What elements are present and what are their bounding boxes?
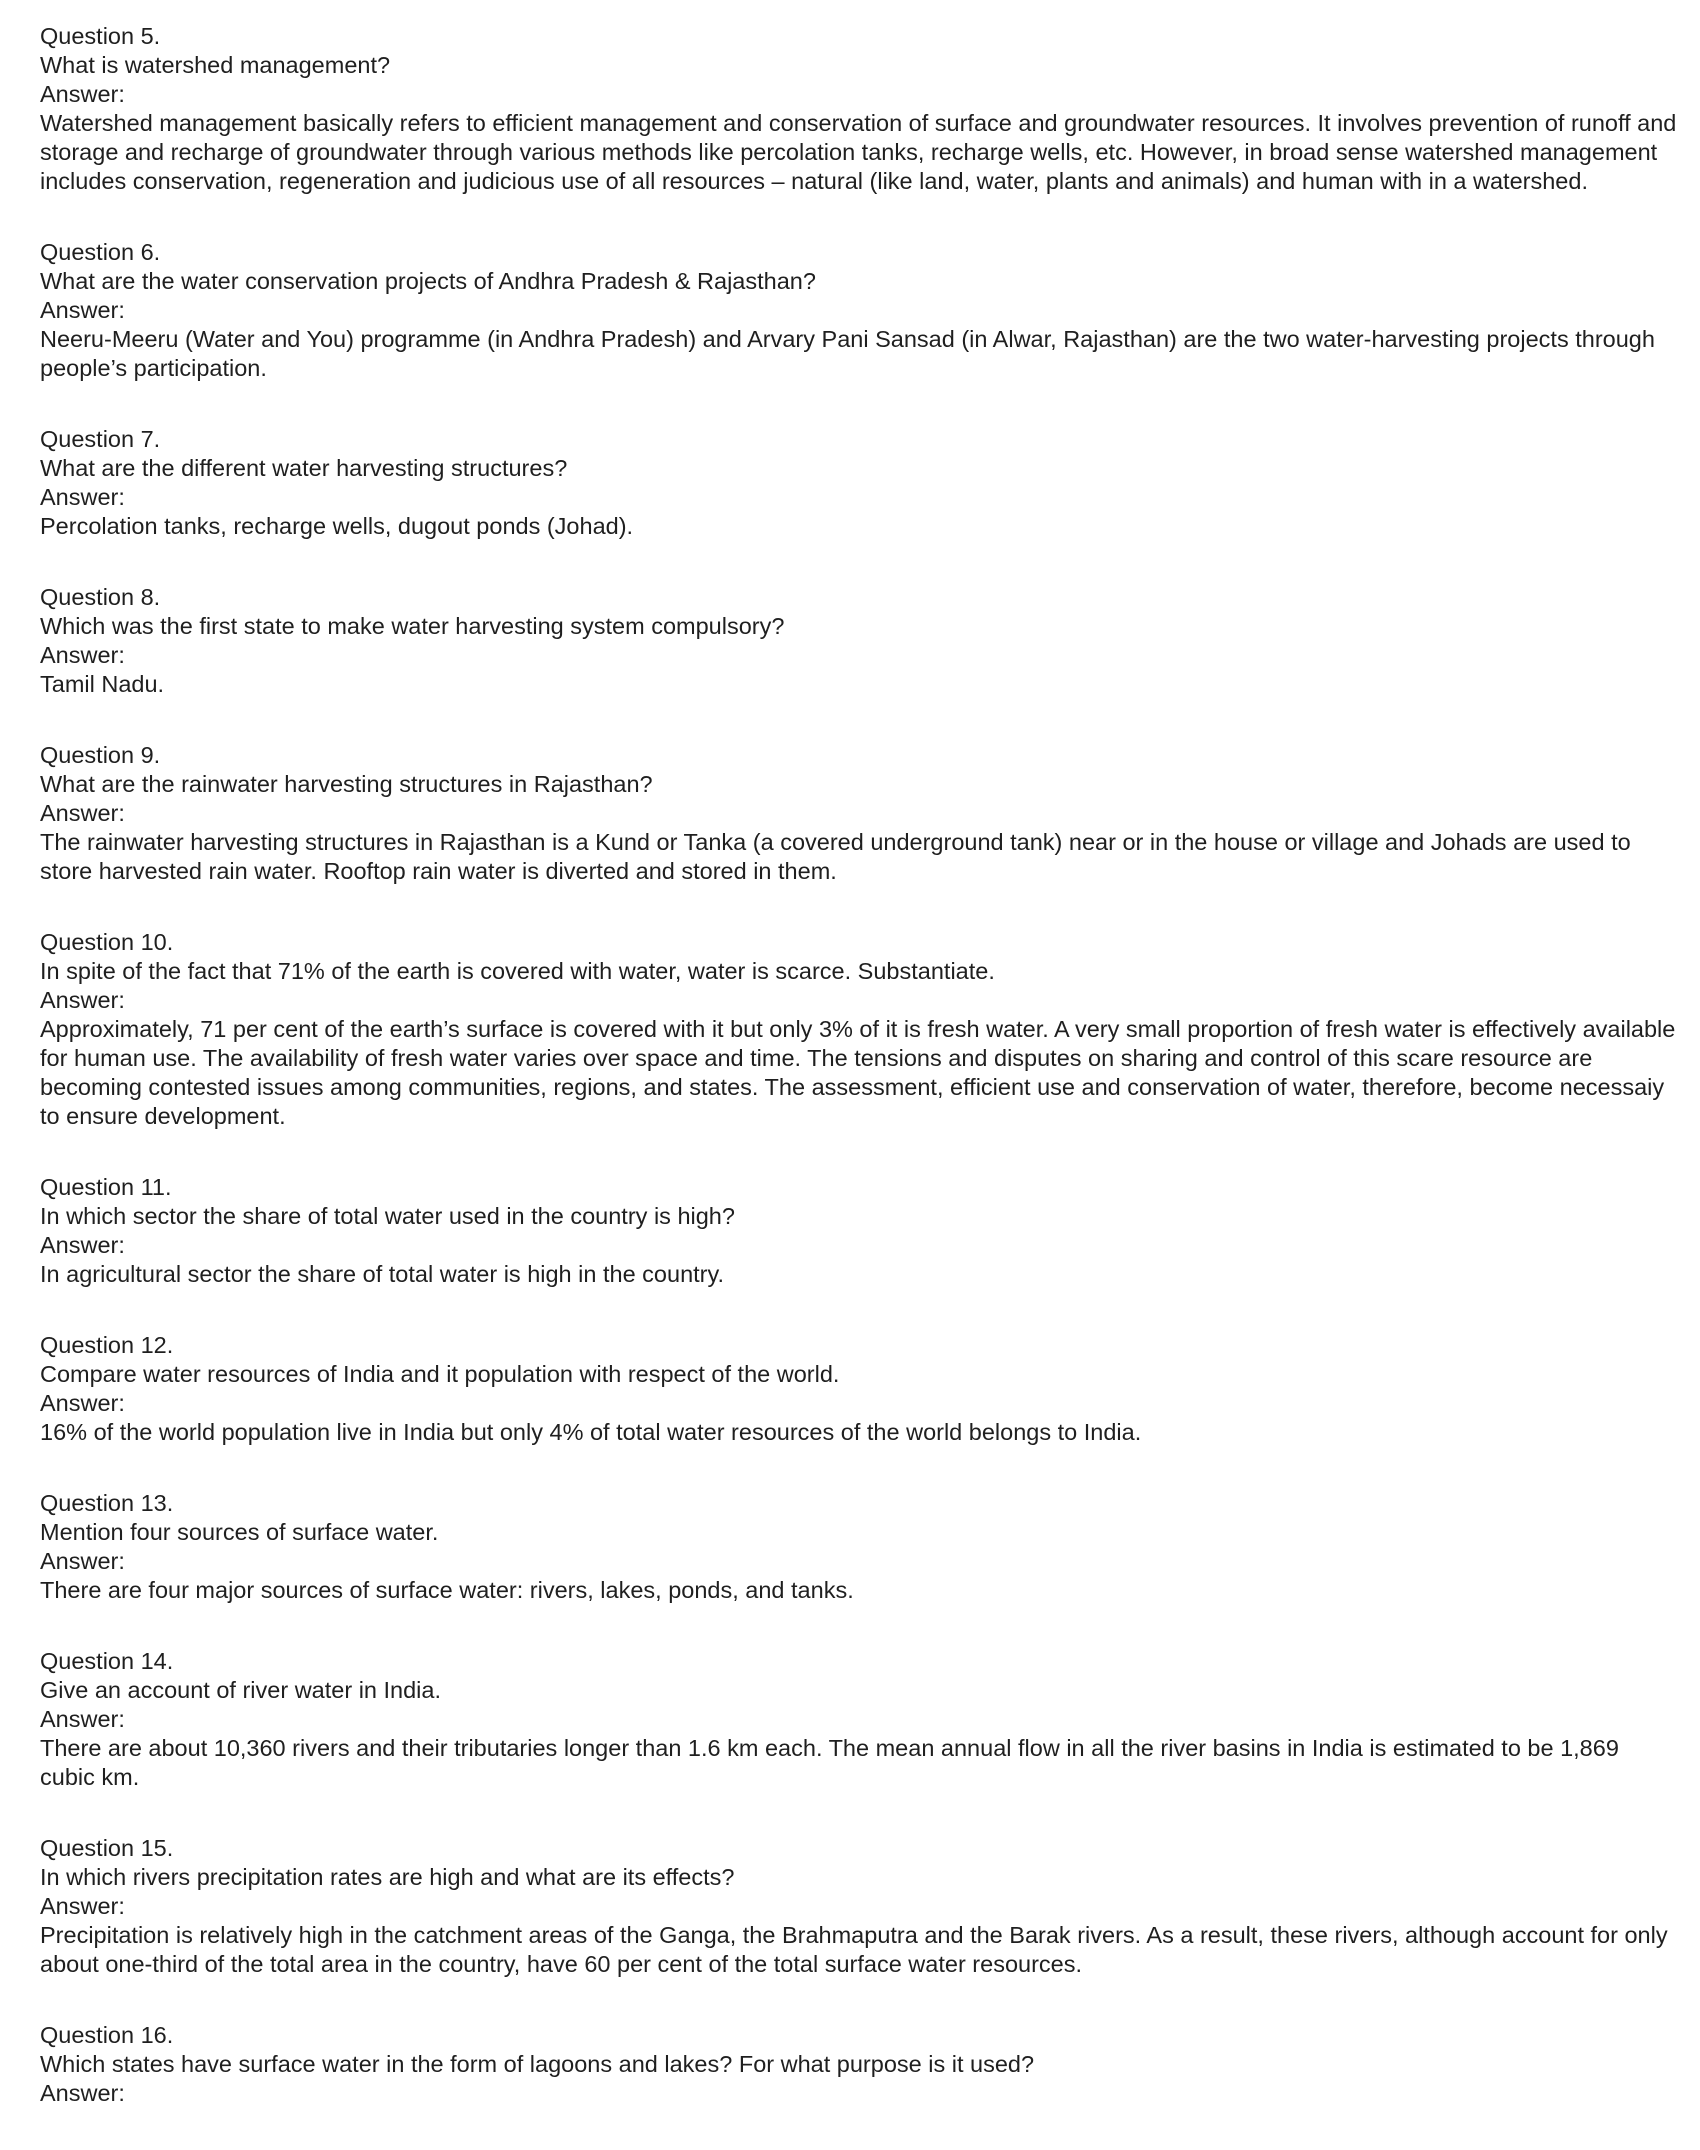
question-text: In spite of the fact that 71% of the earth is covered with water, water is scarce. Substantiate. <box>40 958 995 984</box>
question-number: Question 15. <box>40 1835 174 1861</box>
answer-text: Watershed management basically refers to efficient management and conservation of surface and groundwater resources. It involves prevention of runoff and storage and recharge of groundwater through various methods like percolation tanks, recharge wells, etc. However, in broad sense watershed management includes conservation, regeneration and judicious use of all resources – natural (like land, water, plants and animals) and human with in a watershed. <box>40 110 1677 194</box>
qa-block <box>40 583 1680 699</box>
question-text: Give an account of river water in India. <box>40 1677 442 1703</box>
qa-block <box>40 1647 1680 1792</box>
qa-block <box>40 928 1680 1131</box>
question-number: Question 9. <box>40 742 161 768</box>
qa-block <box>40 2021 1680 2108</box>
question-number: Question 8. <box>40 584 161 610</box>
answer-label: Answer: <box>40 484 125 510</box>
question-number: Question 13. <box>40 1490 174 1516</box>
question-text: Mention four sources of surface water. <box>40 1519 439 1545</box>
question-number: Question 10. <box>40 929 174 955</box>
answer-text: There are four major sources of surface water: rivers, lakes, ponds, and tanks. <box>40 1577 854 1603</box>
answer-label: Answer: <box>40 1548 125 1574</box>
qa-block <box>40 425 1680 541</box>
question-text: Which states have surface water in the form of lagoons and lakes? For what purpose is it used? <box>40 2051 1035 2077</box>
question-number: Question 11. <box>40 1174 172 1200</box>
answer-label: Answer: <box>40 297 125 323</box>
answer-text: Tamil Nadu. <box>40 671 165 697</box>
question-number: Question 12. <box>40 1332 174 1358</box>
answer-label: Answer: <box>40 642 125 668</box>
qa-block <box>40 1489 1680 1605</box>
question-number: Question 6. <box>40 239 161 265</box>
qa-block <box>40 1173 1680 1289</box>
answer-label: Answer: <box>40 1232 125 1258</box>
qa-block <box>40 238 1680 383</box>
question-text: What are the different water harvesting structures? <box>40 455 568 481</box>
answer-text: In agricultural sector the share of total water is high in the country. <box>40 1261 725 1287</box>
qa-block <box>40 741 1680 886</box>
qa-block <box>40 1834 1680 1979</box>
answer-text: Precipitation is relatively high in the catchment areas of the Ganga, the Brahmaputra and the Barak rivers. As a result, these rivers, although account for only about one-third of the total area in the country, have 60 per cent of the total surface water resources. <box>40 1922 1668 1977</box>
answer-label: Answer: <box>40 81 125 107</box>
answer-label: Answer: <box>40 800 125 826</box>
answer-label: Answer: <box>40 1893 125 1919</box>
question-text: In which rivers precipitation rates are high and what are its effects? <box>40 1864 735 1890</box>
answer-text: The rainwater harvesting structures in Rajasthan is a Kund or Tanka (a covered underground tank) near or in the house or village and Johads are used to store harvested rain water. Rooftop rain water is diverted and stored in them. <box>40 829 1631 884</box>
question-number: Question 16. <box>40 2022 174 2048</box>
question-text: In which sector the share of total water used in the country is high? <box>40 1203 735 1229</box>
answer-text: 16% of the world population live in India but only 4% of total water resources of the world belongs to India. <box>40 1419 1142 1445</box>
question-text: What is watershed management? <box>40 52 391 78</box>
answer-text: Neeru-Meeru (Water and You) programme (in Andhra Pradesh) and Arvary Pani Sansad (in Alwar, Rajasthan) are the two water-harvesting projects through people’s participation. <box>40 326 1655 381</box>
answer-label: Answer: <box>40 1706 125 1732</box>
qa-block <box>40 22 1680 196</box>
question-text: What are the rainwater harvesting structures in Rajasthan? <box>40 771 653 797</box>
question-text: What are the water conservation projects of Andhra Pradesh & Rajasthan? <box>40 268 816 294</box>
answer-label: Answer: <box>40 2080 125 2106</box>
answer-label: Answer: <box>40 1390 125 1416</box>
answer-text: Percolation tanks, recharge wells, dugout ponds (Johad). <box>40 513 634 539</box>
question-text: Compare water resources of India and it population with respect of the world. <box>40 1361 840 1387</box>
question-text: Which was the first state to make water harvesting system compulsory? <box>40 613 785 639</box>
answer-text: There are about 10,360 rivers and their tributaries longer than 1.6 km each. The mean annual flow in all the river basins in India is estimated to be 1,869 cubic km. <box>40 1735 1619 1790</box>
qa-block <box>40 1331 1680 1447</box>
question-number: Question 7. <box>40 426 161 452</box>
qa-document <box>40 22 1680 2150</box>
question-number: Question 5. <box>40 23 161 49</box>
question-number: Question 14. <box>40 1648 174 1674</box>
answer-text: Approximately, 71 per cent of the earth’s surface is covered with it but only 3% of it is fresh water. A very small proportion of fresh water is effectively available for human use. The availability of fresh water varies over space and time. The tensions and disputes on sharing and control of this scare resource are becoming contested issues among communities, regions, and states. The assessment, efficient use and conservation of water, therefore, become necessaiy to ensure development. <box>40 1016 1676 1129</box>
answer-label: Answer: <box>40 987 125 1013</box>
